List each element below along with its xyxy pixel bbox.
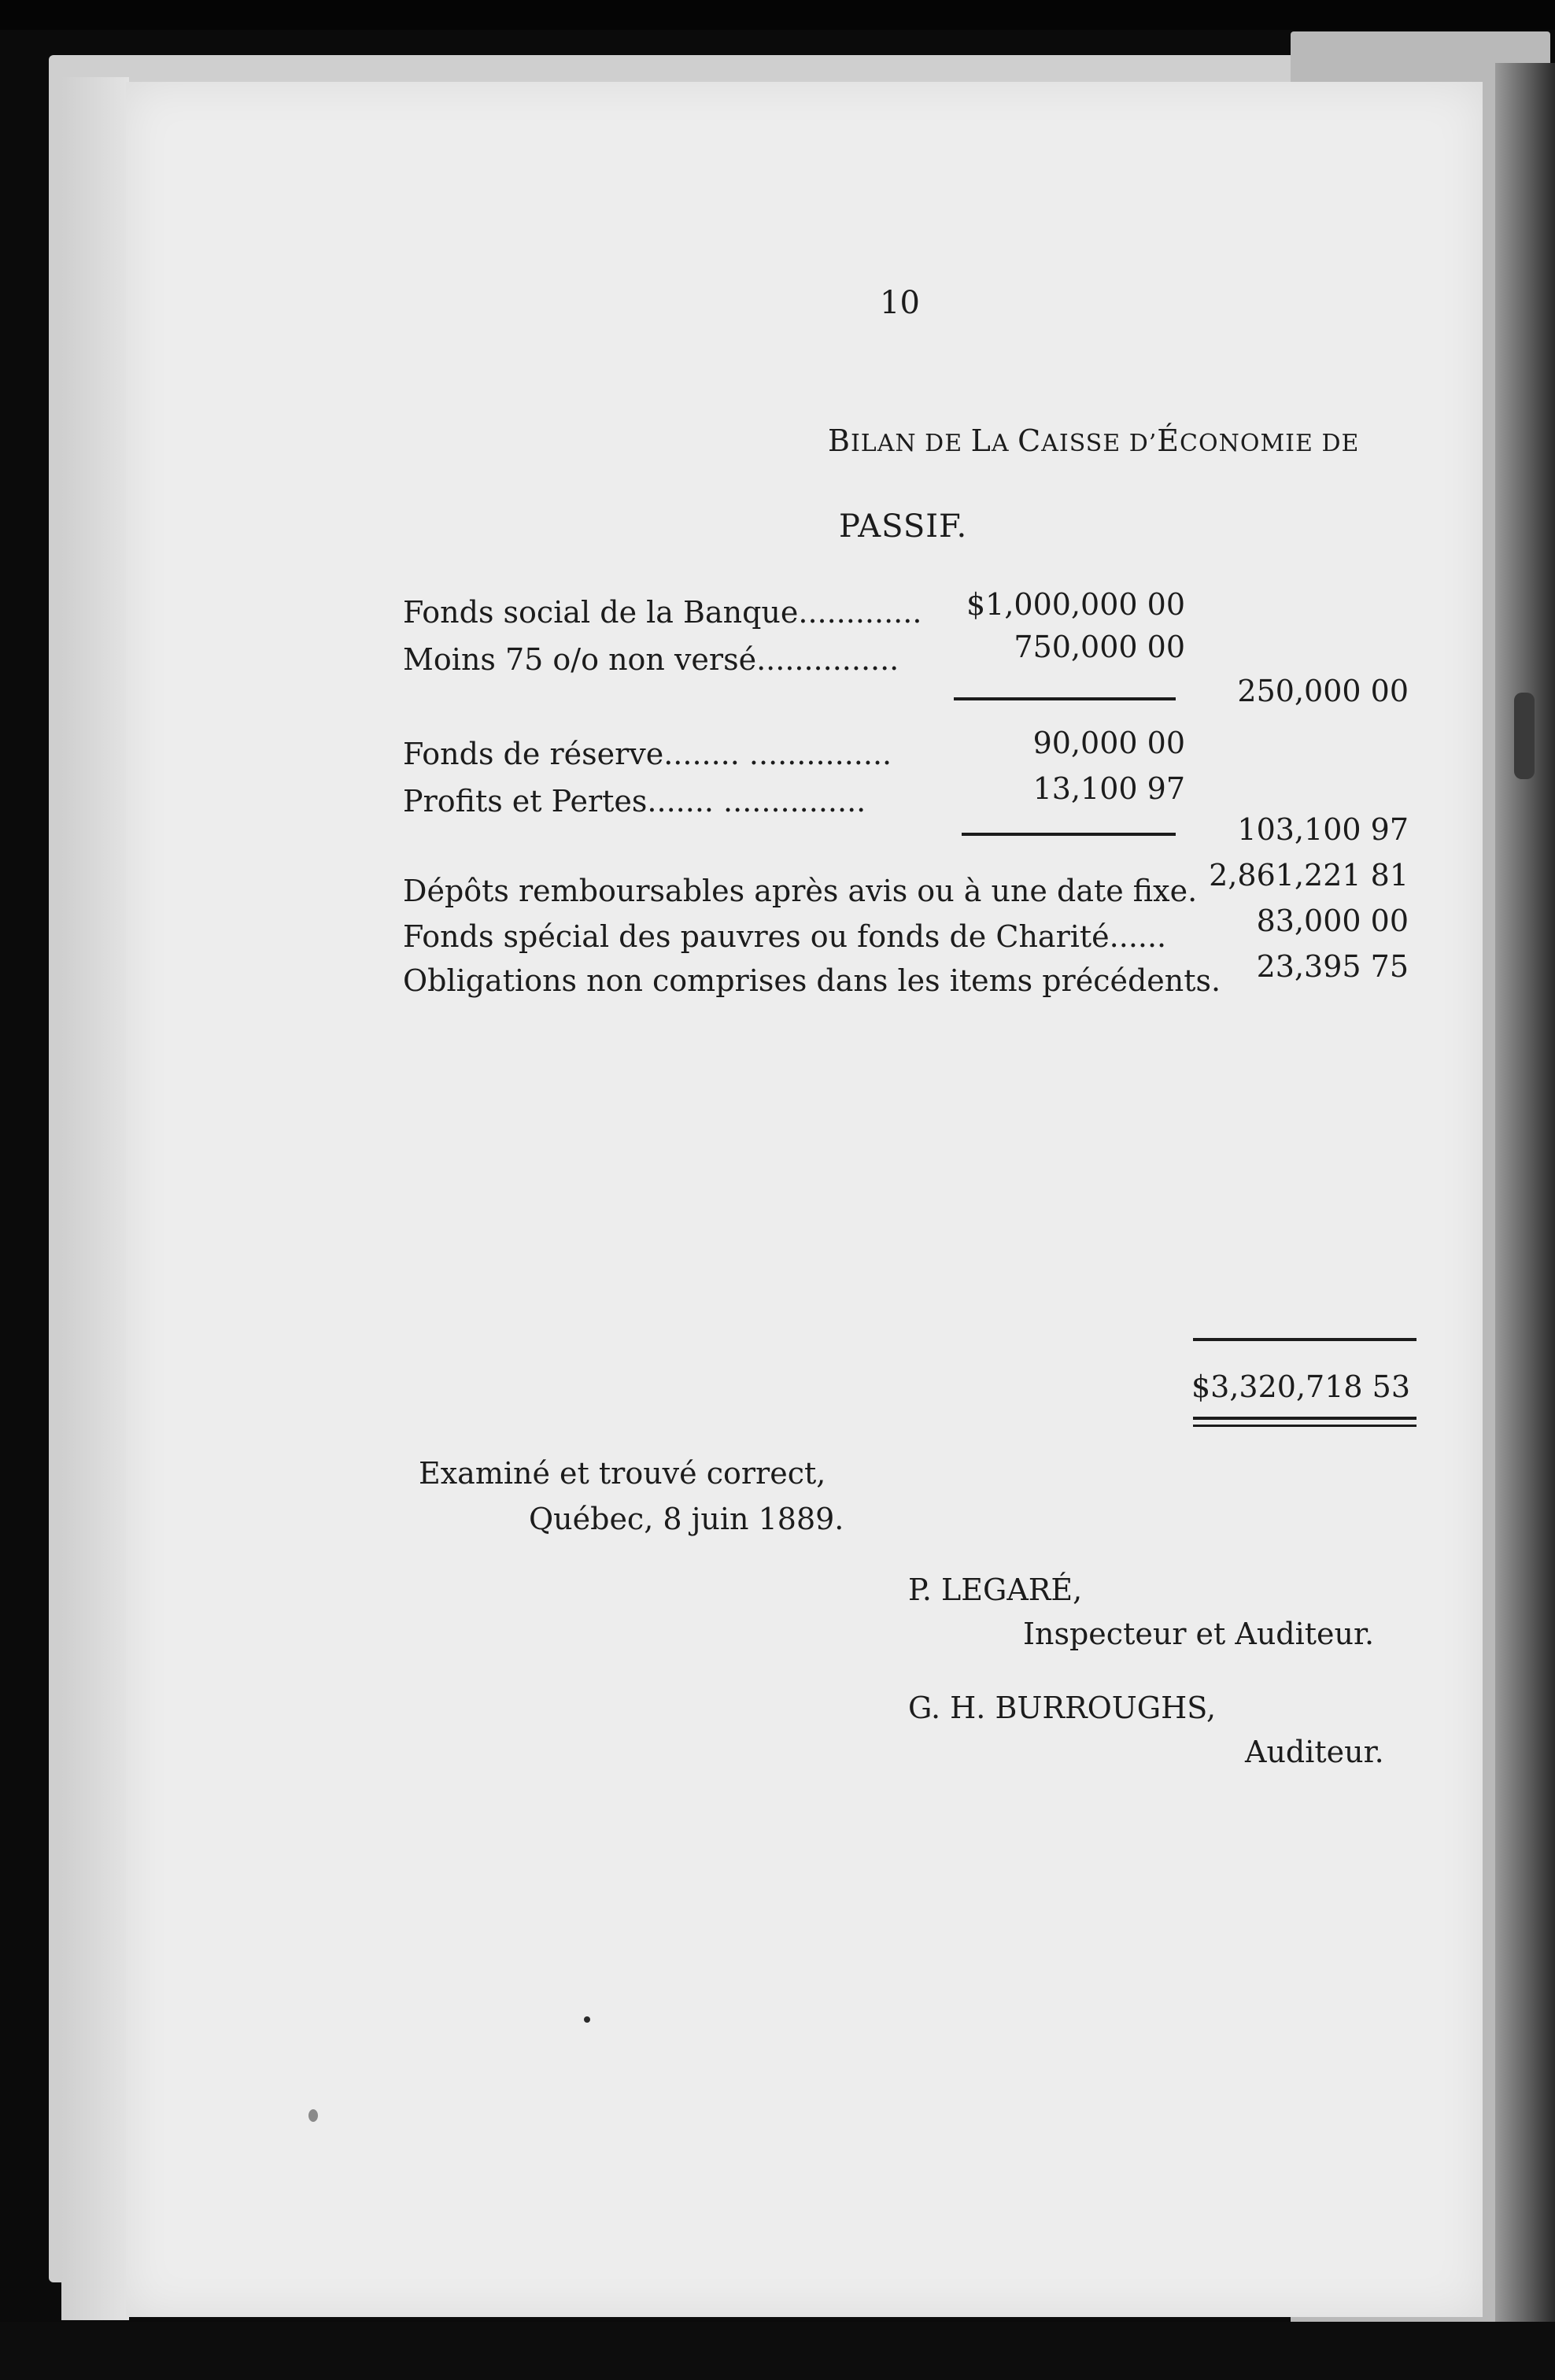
section-title: PASSIF. [839, 508, 968, 545]
ledger-row-subtotal: 250,000 00 [1237, 674, 1409, 708]
signatory-name: P. LEGARÉ, [908, 1572, 1083, 1607]
heading-initial: B [828, 423, 851, 458]
ledger-row-label: Obligations non comprises dans les items précédents. [403, 963, 1221, 998]
total-rule-double [1193, 1425, 1416, 1427]
ledger-row-label: Fonds de réserve........ ............... [403, 737, 892, 771]
total-rule-top [1193, 1338, 1416, 1341]
page-paper [126, 82, 1483, 2317]
ledger-row-amount: 23,395 75 [1256, 949, 1409, 984]
ledger-row-amount: 750,000 00 [1014, 630, 1185, 664]
heading-smallcaps: ILAN DE [850, 430, 971, 457]
ledger-row-label: Fonds social de la Banque............. [403, 595, 922, 630]
ledger-row-label: Profits et Pertes....... ............... [403, 784, 866, 819]
total-rule-double [1193, 1417, 1416, 1420]
ledger-total: $3,320,718 53 [1191, 1369, 1411, 1404]
ledger-row-amount: 90,000 00 [1032, 726, 1185, 760]
page-number: 10 [880, 285, 920, 321]
signatory-name: G. H. BURROUGHS, [908, 1691, 1217, 1725]
ledger-row-label: Moins 75 o/o non versé............... [403, 642, 899, 677]
certification-line: Examiné et trouvé correct, [419, 1456, 826, 1491]
signatory-title: Inspecteur et Auditeur. [1023, 1617, 1375, 1651]
scan-bottom-border [0, 2322, 1555, 2380]
heading-initial: C [1018, 423, 1042, 458]
signatory-title: Auditeur. [1245, 1735, 1384, 1769]
ledger-row-amount: $1,000,000 00 [966, 587, 1185, 622]
ledger-row-amount: 83,000 00 [1256, 904, 1409, 938]
paper-left-edge [61, 77, 129, 2320]
binding-thread [1514, 693, 1535, 779]
certification-date: Québec, 8 juin 1889. [529, 1502, 844, 1536]
ledger-row-subtotal: 103,100 97 [1237, 812, 1409, 847]
heading-smallcaps: A [991, 430, 1018, 457]
heading-smallcaps: AISSE D’ [1041, 430, 1158, 457]
scan-speck [308, 2109, 318, 2122]
scan-speck [584, 2016, 590, 2023]
heading-initial: É [1157, 423, 1180, 458]
scan-top-border [0, 0, 1555, 30]
heading-smallcaps: CONOMIE DE [1180, 430, 1360, 457]
page-edge-shadow [1495, 63, 1555, 2345]
heading-initial: L [970, 423, 992, 458]
ledger-row-amount: 2,861,221 81 [1209, 858, 1409, 893]
ledger-row-label: Fonds spécial des pauvres ou fonds de Charité...... [403, 919, 1167, 954]
ledger-row-amount: 13,100 97 [1032, 771, 1185, 806]
ledger-row-label: Dépôts remboursables après avis ou à une date fixe. [403, 874, 1198, 908]
page-heading [828, 423, 1359, 458]
